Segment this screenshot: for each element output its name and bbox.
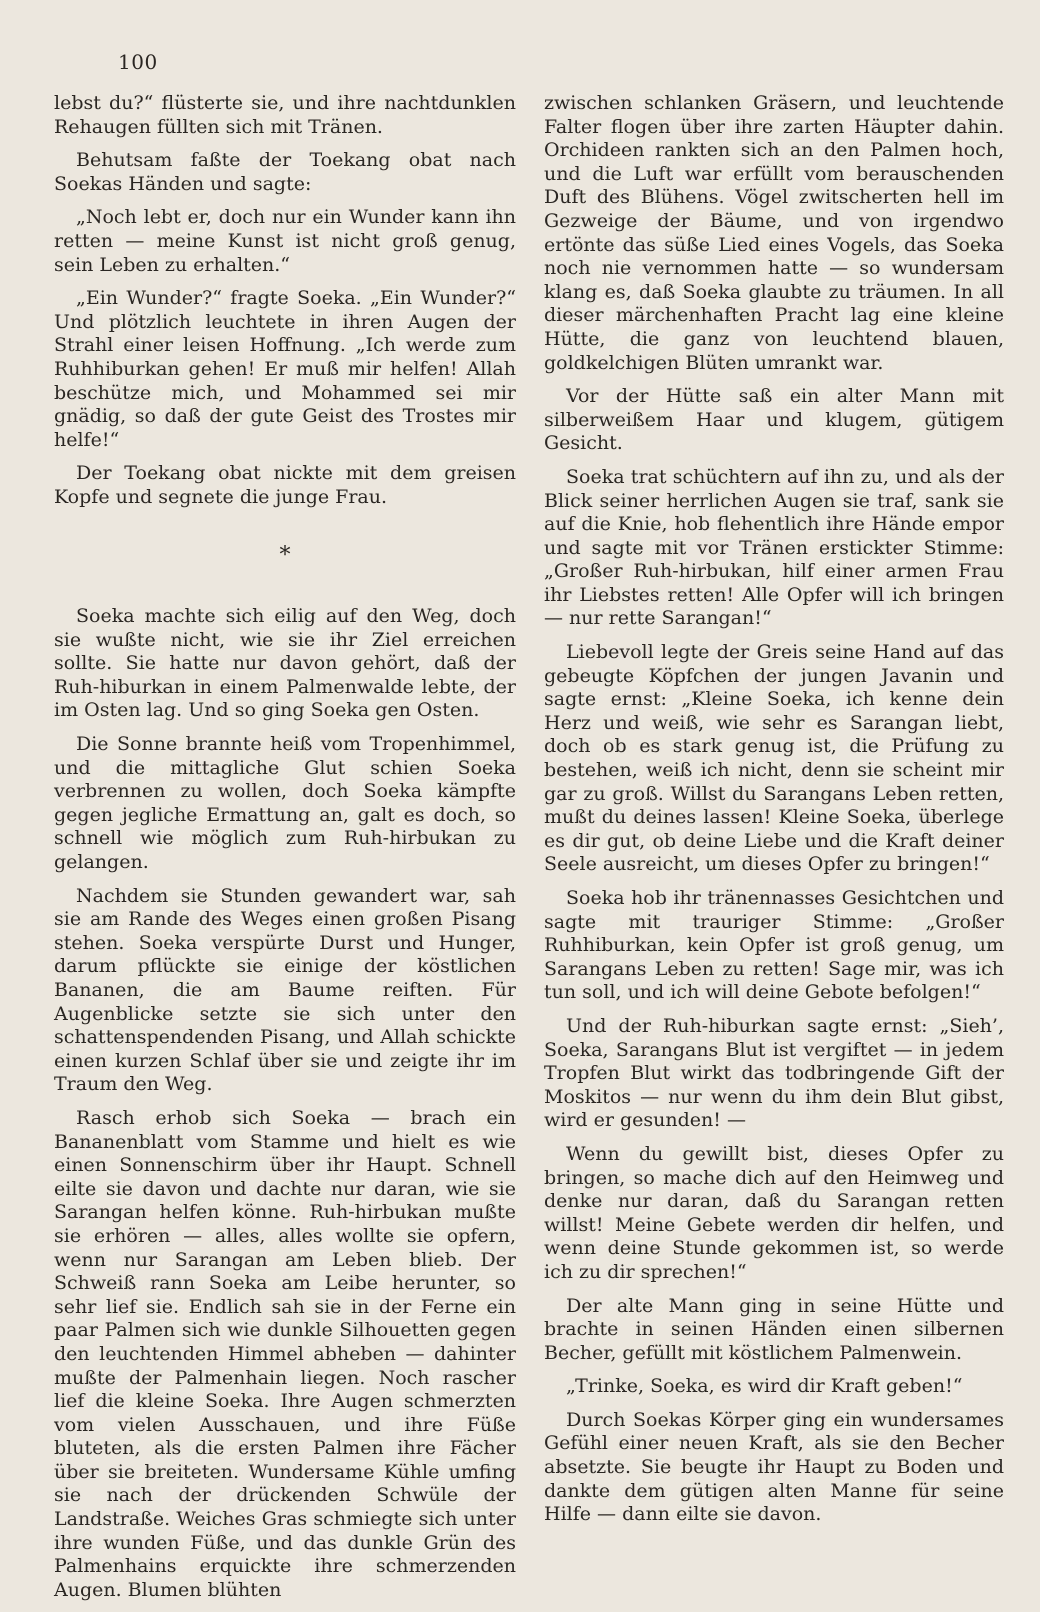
paragraph: Durch Soekas Körper ging ein wundersames Gefühl einer neuen Kraft, als sie den Becher absetzte. Sie beugte ihr Haupt zu Boden und dankte dem gütigen alten Manne für seine Hilfe — dann eilte sie davon. <box>544 1408 1004 1526</box>
paragraph: Vor der Hütte saß ein alter Mann mit silberweißem Haar und klugem, gütigem Gesicht. <box>544 385 1004 455</box>
paragraph: Soeka trat schüchtern auf ihn zu, und als der Blick seiner herrlichen Augen sie traf, sank sie auf die Knie, hob flehentlich ihre Hände empor und sagte mit vor Tränen erstickter Stimme: „Großer Ruh-hirbukan, hilf einer armen Frau ihr Liebstes retten! Alle Opfer will ich bringen — nur rette Sarangan!“ <box>544 465 1004 630</box>
paragraph: Wenn du gewillt bist, dieses Opfer zu bringen, so mache dich auf den Heimweg und denke nur daran, daß du Sarangan retten willst! Meine Gebete werden dir helfen, und wenn deine Stunde gekommen ist, so werde ich zu dir sprechen!“ <box>544 1142 1004 1283</box>
paragraph: „Ein Wunder?“ fragte Soeka. „Ein Wunder?“ Und plötzlich leuchtete in ihren Augen der Strahl einer leisen Hoffnung. „Ich werde zum Ruhhiburkan gehen! Er muß mir helfen! Allah beschütze mich, und Mohammed sei mir gnädig, so daß der gute Geist des Trostes mir helfe!“ <box>54 287 516 451</box>
paragraph: Rasch erhob sich Soeka — brach ein Bananenblatt vom Stamme und hielt es wie einen Sonnenschirm über ihr Haupt. Schnell eilte sie davon und dachte nur daran, wie sie Sarangan helfen könne. Ruh-hirbukan mußte sie erhören — alles, alles wollte sie opfern, wenn nur Sarangan am Leben blieb. Der Schweiß rann Soeka am Leibe herunter, so sehr lief sie. Endlich sah sie in der Ferne ein paar Palmen sich wie dunkle Silhouetten gegen den leuchtenden Himmel abheben — dahinter mußte der Palmenhain liegen. Noch rascher lief die kleine Soeka. Ihre Augen schmerzten vom vielen Ausschauen, und ihre Füße bluteten, als die ersten Palmen ihre Fächer über sie breiteten. Wundersame Kühle umfing sie nach der drückenden Schwüle der Landstraße. Weiches Gras schmiegte sich unter ihre wunden Füße, und das dunkle Grün des Palmenhains erquickte ihre schmerzenden Augen. Blumen blühten <box>54 1106 516 1601</box>
paragraph: Der alte Mann ging in seine Hütte und brachte in seinen Händen einen silbernen Becher, gefüllt mit köstlichem Palmenwein. <box>544 1294 1004 1364</box>
section-separator: * <box>279 542 291 568</box>
left-column <box>54 92 516 1612</box>
paragraph: zwischen schlanken Gräsern, und leuchtende Falter flogen über ihre zarten Häupter dahin. Orchideen rankten sich an den Palmen hoch, und die Luft war erfüllt vom berauschenden Duft des Blühens. Vögel zwitscherten hell im Gezweige der Bäume, und von irgendwo ertönte das süße Lied eines Vogels, das Soeka noch nie vernommen hatte — so wundersam klang es, daß Soeka glaubte zu träumen. In all dieser märchenhaften Pracht lag eine kleine Hütte, die ganz von leuchtend blauen, goldkelchigen Blüten umrankt war. <box>544 92 1004 374</box>
paragraph: „Trinke, Soeka, es wird dir Kraft geben!“ <box>566 1375 963 1398</box>
right-column <box>544 92 1004 1537</box>
page-number: 100 <box>118 50 158 74</box>
paragraph: Nachdem sie Stunden gewandert war, sah sie am Rande des Weges einen großen Pisang stehen. Soeka verspürte Durst und Hunger, darum pflückte sie einige der köstlichen Bananen, die am Baume reiften. Für Augenblicke setzte sie sich unter den schattenspendenden Pisang, und Allah schickte einen kurzen Schlaf über sie und zeigte ihr im Traum den Weg. <box>54 884 516 1096</box>
paragraph: „Noch lebt er, doch nur ein Wunder kann ihn retten — meine Kunst ist nicht groß genug, sein Leben zu erhalten.“ <box>54 206 516 276</box>
paragraph: Der Toekang obat nickte mit dem greisen Kopfe und segnete die junge Frau. <box>54 462 516 508</box>
paragraph: Die Sonne brannte heiß vom Tropenhimmel, und die mittagliche Glut schien Soeka verbrennen zu wollen, doch Soeka kämpfte gegen jegliche Ermattung an, galt es doch, so schnell wie möglich zum Ruh-hirbukan zu gelangen. <box>54 733 516 874</box>
paragraph: Soeka machte sich eilig auf den Weg, doch sie wußte nicht, wie sie ihr Ziel erreichen sollte. Sie hatte nur davon gehört, daß der Ruh-hiburkan in einem Palmenwalde lebte, der im Osten lag. Und so ging Soeka gen Osten. <box>54 605 516 722</box>
paragraph: lebst du?“ flüsterte sie, und ihre nachtdunklen Rehaugen füllten sich mit Tränen. <box>54 92 516 138</box>
paragraph: Liebevoll legte der Greis seine Hand auf das gebeugte Köpfchen der jungen Javanin und sagte ernst: „Kleine Soeka, ich kenne dein Herz und weiß, wie sehr es Sarangan liebt, doch ob es stark genug ist, die Prüfung zu bestehen, weiß ich nicht, denn sie scheint mir gar zu groß. Willst du Sarangans Leben retten, mußt du deines lassen! Kleine Soeka, überlege es dir gut, ob deine Liebe und die Kraft deiner Seele ausreicht, um dieses Opfer zu bringen!“ <box>544 641 1004 876</box>
paragraph: Und der Ruh-hiburkan sagte ernst: „Sieh’, Soeka, Sarangans Blut ist vergiftet — in jedem Tropfen Blut wirkt das todbringende Gift der Moskitos — nur wenn du ihm dein Blut gibst, wird er gesunden! — <box>544 1014 1004 1132</box>
paragraph: Soeka hob ihr tränennasses Gesichtchen und sagte mit trauriger Stimme: „Großer Ruhhiburkan, kein Opfer ist groß genug, um Sarangans Leben zu retten! Sage mir, was ich tun soll, und ich will deine Gebote befolgen!“ <box>544 887 1004 1004</box>
paragraph: Behutsam faßte der Toekang obat nach Soekas Händen und sagte: <box>54 149 516 195</box>
